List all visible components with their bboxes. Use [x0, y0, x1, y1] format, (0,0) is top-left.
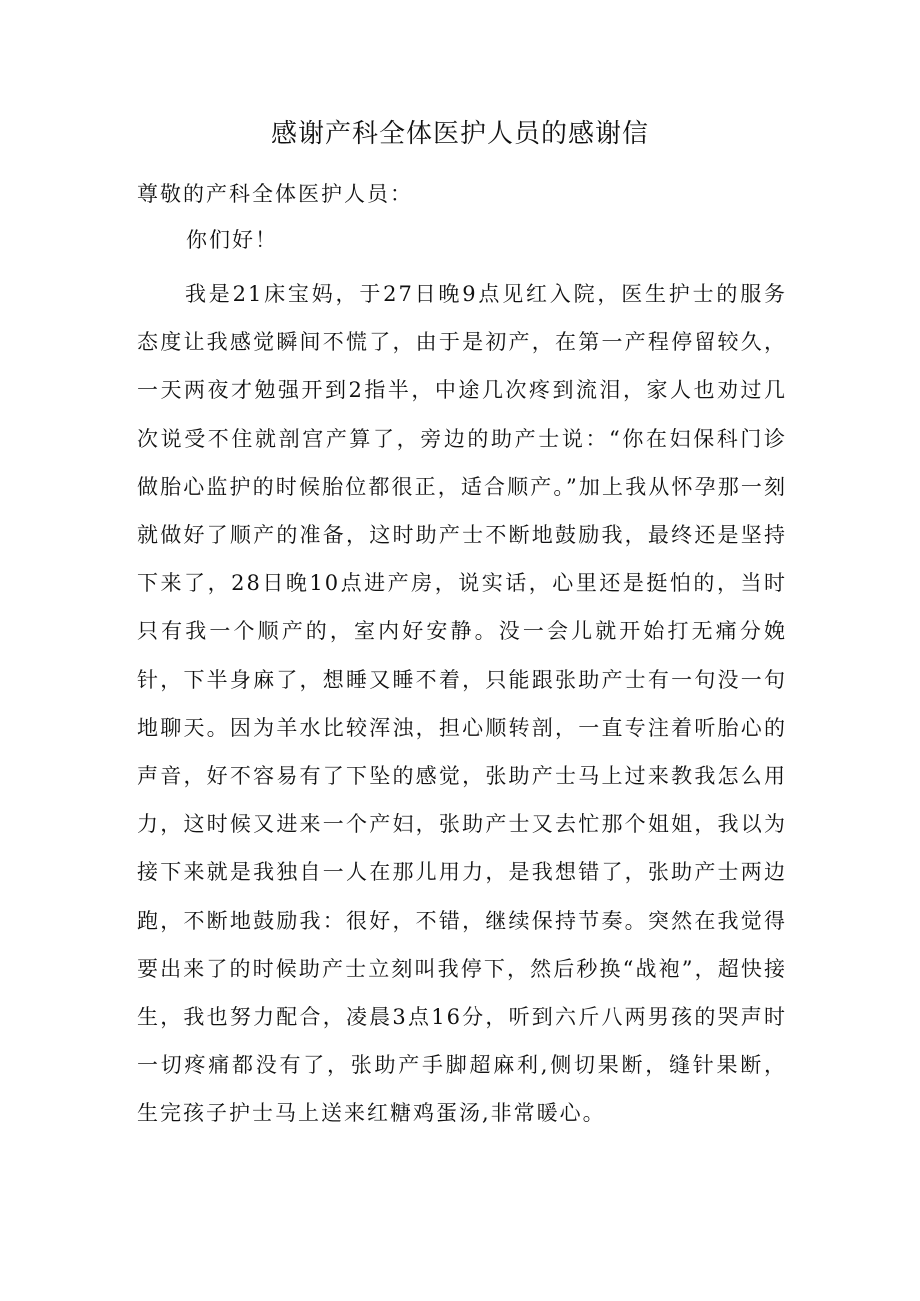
- letter-body-paragraph: 我是21床宝妈，于27日晚9点见红入院，医生护士的服务态度让我感觉瞬间不慌了，由于是初产，在第一产程停留较久，一天两夜才勉强开到2指半，中途几次疼到流泪，家人也劝过几次说受不住就剖宫产算了，旁边的助产士说：“你在妇保科门诊做胎心监护的时候胎位都很正，适合顺产。”加上我从怀孕那一刻就做好了顺产的准备，这时助产士不断地鼓励我，最终还是坚持下来了，28日晚10点进产房，说实话，心里还是挺怕的，当时只有我一个顺产的，室内好安静。没一会儿就开始打无痛分娩针，下半身麻了，想睡又睡不着，只能跟张助产士有一句没一句地聊天。因为羊水比较浑浊，担心顺转剖，一直专注着听胎心的声音，好不容易有了下坠的感觉，张助产士马上过来教我怎么用力，这时候又进来一个产妇，张助产士又去忙那个姐姐，我以为接下来就是我独自一人在那儿用力，是我想错了，张助产士两边跑，不断地鼓励我：很好，不错，继续保持节奏。突然在我觉得要出来了的时候助产士立刻叫我停下，然后秒换“战袍”，超快接生，我也努力配合，凌晨3点16分，听到六斤八两男孩的哭声时一切疼痛都没有了，张助产手脚超麻利,侧切果断，缝针果断，生完孩子护士马上送来红糖鸡蛋汤,非常暖心。: [137, 282, 787, 1126]
- letter-title: 感谢产科全体医护人员的感谢信: [270, 119, 649, 149]
- letter-greeting: 你们好！: [186, 228, 278, 252]
- letter-salutation: 尊敬的产科全体医护人员：: [137, 182, 413, 206]
